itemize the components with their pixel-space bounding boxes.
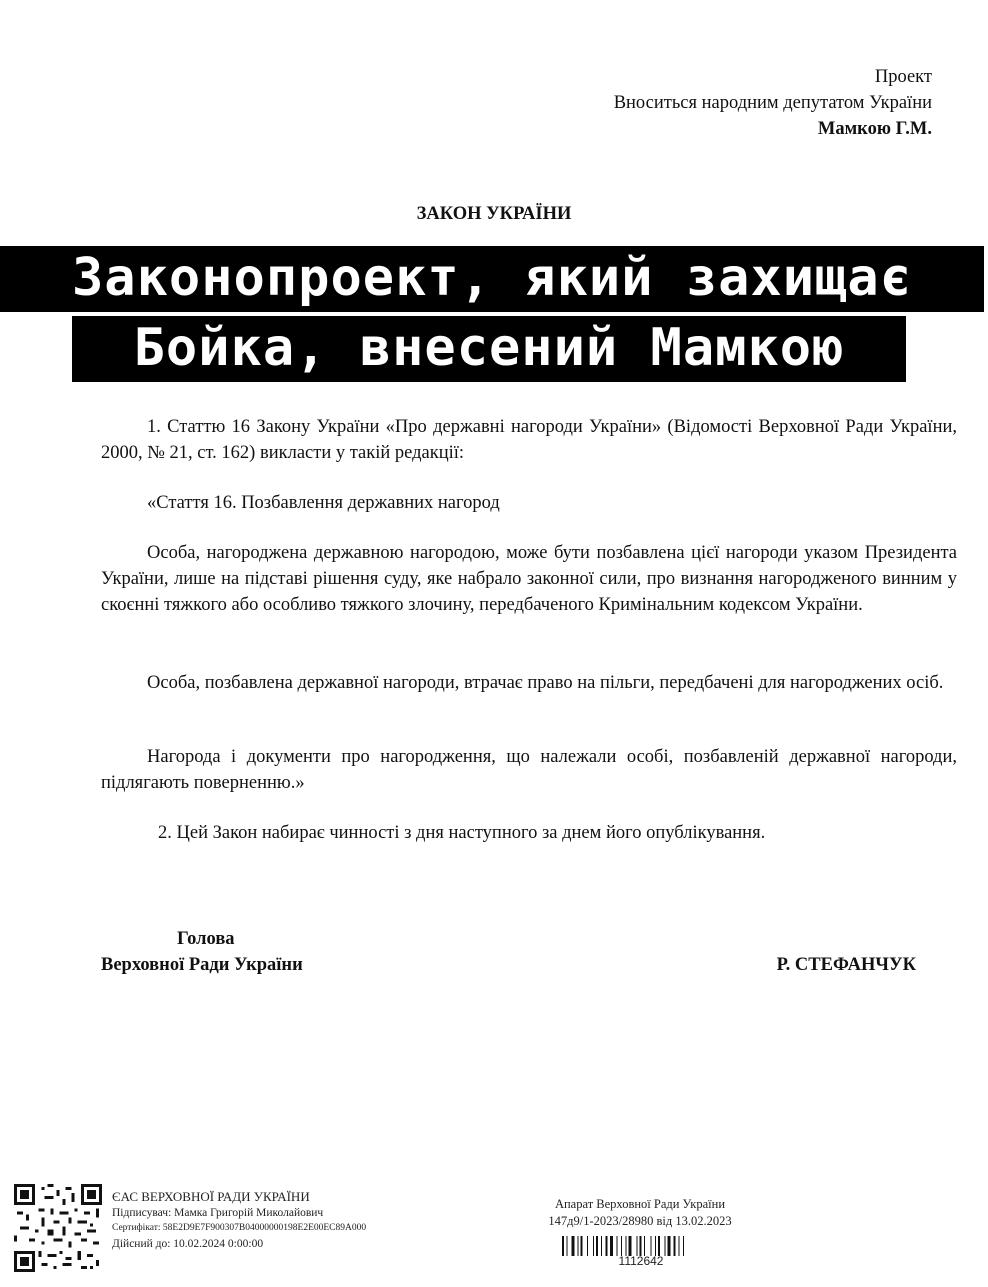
qr-code-icon (14, 1184, 102, 1272)
registration-number: 147д9/1-2023/28980 від 13.02.2023 (548, 1214, 732, 1228)
header-deputy-name: Мамкою Г.М. (817, 119, 932, 139)
article-heading: «Стаття 16. Позбавлення державних нагород (147, 493, 500, 513)
signature-title (101, 926, 303, 978)
overlay-caption-line-1: Законопроект, який захищає (0, 246, 984, 312)
signature-title-line-1: Голова (177, 929, 235, 949)
paragraph-article-1: Особа, нагороджена державною нагородою, може бути позбавлена цієї нагороди указом Президента України, лише на підставі рішення суду, яке набрало законної сили, про визнання нагородженого винним у скоєнні тяжкого або особливо тяжкого злочину, передбаченого Кримінальним кодексом України. (101, 543, 957, 615)
eds-signer: Підписувач: Мамка Григорій Миколайович (112, 1207, 324, 1219)
digital-signature-stamp (112, 1188, 366, 1253)
header-project: Проект (874, 67, 932, 87)
registration-office: Апарат Верховної Ради України (554, 1197, 726, 1211)
paragraph-article-2: Особа, позбавлена державної нагороди, втрачає право на пільги, передбачені для нагороджених осіб. (147, 673, 944, 693)
eds-system-name: ЄАС ВЕРХОВНОЇ РАДИ УКРАЇНИ (112, 1189, 310, 1204)
registration-stamp (520, 1196, 760, 1230)
signature-title-line-2: Верховної Ради України (101, 955, 303, 975)
barcode-number: 1112642 (618, 1254, 664, 1268)
overlay-caption-line-2: Бойка, внесений Мамкою (72, 316, 906, 382)
paragraph-1: 1. Статтю 16 Закону України «Про державні нагороди України» (Відомості Верховної Ради України, 2000, № 21, ст. 162) викласти у такій редакції: (101, 417, 957, 463)
signature-name: Р. СТЕФАНЧУК (776, 955, 916, 975)
paragraph-2: 2. Цей Закон набирає чинності з дня наступного за днем його опублікування. (158, 823, 766, 843)
header-submitted-by: Вноситься народним депутатом України (613, 93, 932, 113)
eds-certificate: Сертифікат: 58E2D9E7F900307B04000000198E2E00EC89A000 (112, 1223, 367, 1233)
paragraph-article-3: Нагорода і документи про нагородження, що належали особі, позбавленій державної нагороди, підлягають поверненню.» (101, 747, 957, 793)
barcode-icon (562, 1236, 720, 1256)
law-title: ЗАКОН УКРАЇНИ (416, 204, 572, 224)
eds-valid-until: Дійсний до: 10.02.2024 0:00:00 (112, 1238, 264, 1250)
document-header (614, 64, 932, 142)
